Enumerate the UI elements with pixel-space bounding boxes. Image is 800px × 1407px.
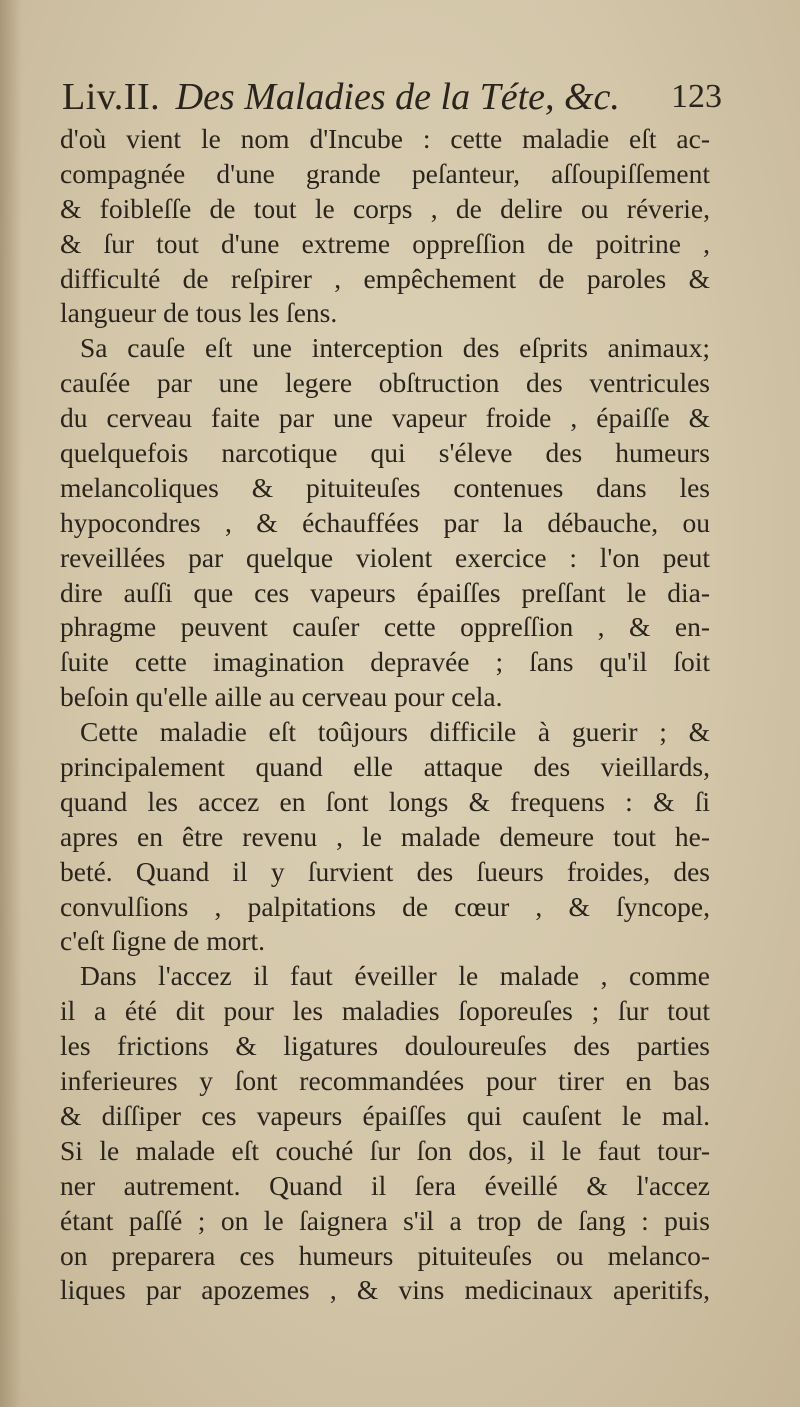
running-head [62, 72, 722, 122]
text-line: c'eſt ſigne de mort. [60, 925, 266, 957]
text-line: étant paſſé ; on le ſaignera s'il a trop de ſang : puis [60, 1204, 710, 1236]
body-text [60, 122, 710, 1308]
text-line: dire auſſi que ces vapeurs épaiſſes preſſant le dia- [60, 576, 710, 608]
text-line: compagnée d'une grande peſanteur, aſſoupiſſement [60, 157, 710, 189]
text-line: quelquefois narcotique qui s'éleve des humeurs [60, 437, 710, 469]
text-line: beſoin qu'elle aille au cerveau pour cela. [60, 681, 503, 713]
text-line: melancoliques & pituiteuſes contenues dans les [60, 471, 710, 503]
text-line: liques par apozemes , & vins medicinaux aperitifs, [60, 1274, 710, 1306]
text-line: principalement quand elle attaque des vieillards, [60, 751, 710, 783]
page-gutter-shadow [0, 0, 22, 1407]
text-line: Si le malade eſt couché ſur ſon dos, il le faut tour- [60, 1134, 710, 1166]
text-line: beté. Quand il y ſurvient des ſueurs froides, des [60, 855, 710, 887]
text-line: reveillées par quelque violent exercice : l'on peut [60, 541, 710, 573]
text-line: langueur de tous les ſens. [60, 297, 338, 329]
running-title: Des Maladies de la Téte, &c. [175, 76, 620, 118]
text-line: cauſée par une legere obſtruction des ventricules [60, 367, 710, 399]
text-line: Dans l'accez il faut éveiller le malade , comme [80, 960, 710, 992]
text-line: convulſions , palpitations de cœur , & ſyncope, [60, 890, 710, 922]
text-line: Cette maladie eſt toûjours difficile à guerir ; & [80, 716, 710, 748]
text-line: & diſſiper ces vapeurs épaiſſes qui cauſent le mal. [60, 1099, 710, 1131]
text-line: hypocondres , & échauffées par la débauche, ou [60, 506, 710, 538]
text-line: difficulté de reſpirer , empêchement de paroles & [60, 262, 710, 294]
text-line: quand les accez en ſont longs & frequens : & ſi [60, 785, 710, 817]
text-line: Sa cauſe eſt une interception des eſprits animaux; [80, 332, 710, 364]
text-line: & ſur tout d'une extreme oppreſſion de poitrine , [60, 227, 710, 259]
text-line: ner autrement. Quand il ſera éveillé & l'accez [60, 1169, 710, 1201]
text-line: ſuite cette imagination depravée ; ſans qu'il ſoit [60, 646, 710, 678]
text-line: inferieures y ſont recommandées pour tirer en bas [60, 1065, 710, 1097]
text-line: phragme peuvent cauſer cette oppreſſion , & en- [60, 611, 710, 643]
text-line: d'où vient le nom d'Incube : cette maladie eſt ac- [60, 123, 710, 154]
text-line: les frictions & ligatures douloureuſes des parties [60, 1030, 710, 1062]
text-line: il a été dit pour les maladies ſoporeuſes ; ſur tout [60, 995, 710, 1027]
text-line: & foibleſſe de tout le corps , de delire ou réverie, [60, 192, 710, 224]
text-line: apres en être revenu , le malade demeure tout he- [60, 820, 710, 852]
text-line: du cerveau faite par une vapeur froide , épaiſſe & [60, 402, 710, 434]
text-line: on preparera ces humeurs pituiteuſes ou melanco- [60, 1239, 710, 1271]
page-number: 123 [671, 78, 722, 115]
book-number: Liv.II. [62, 76, 161, 118]
